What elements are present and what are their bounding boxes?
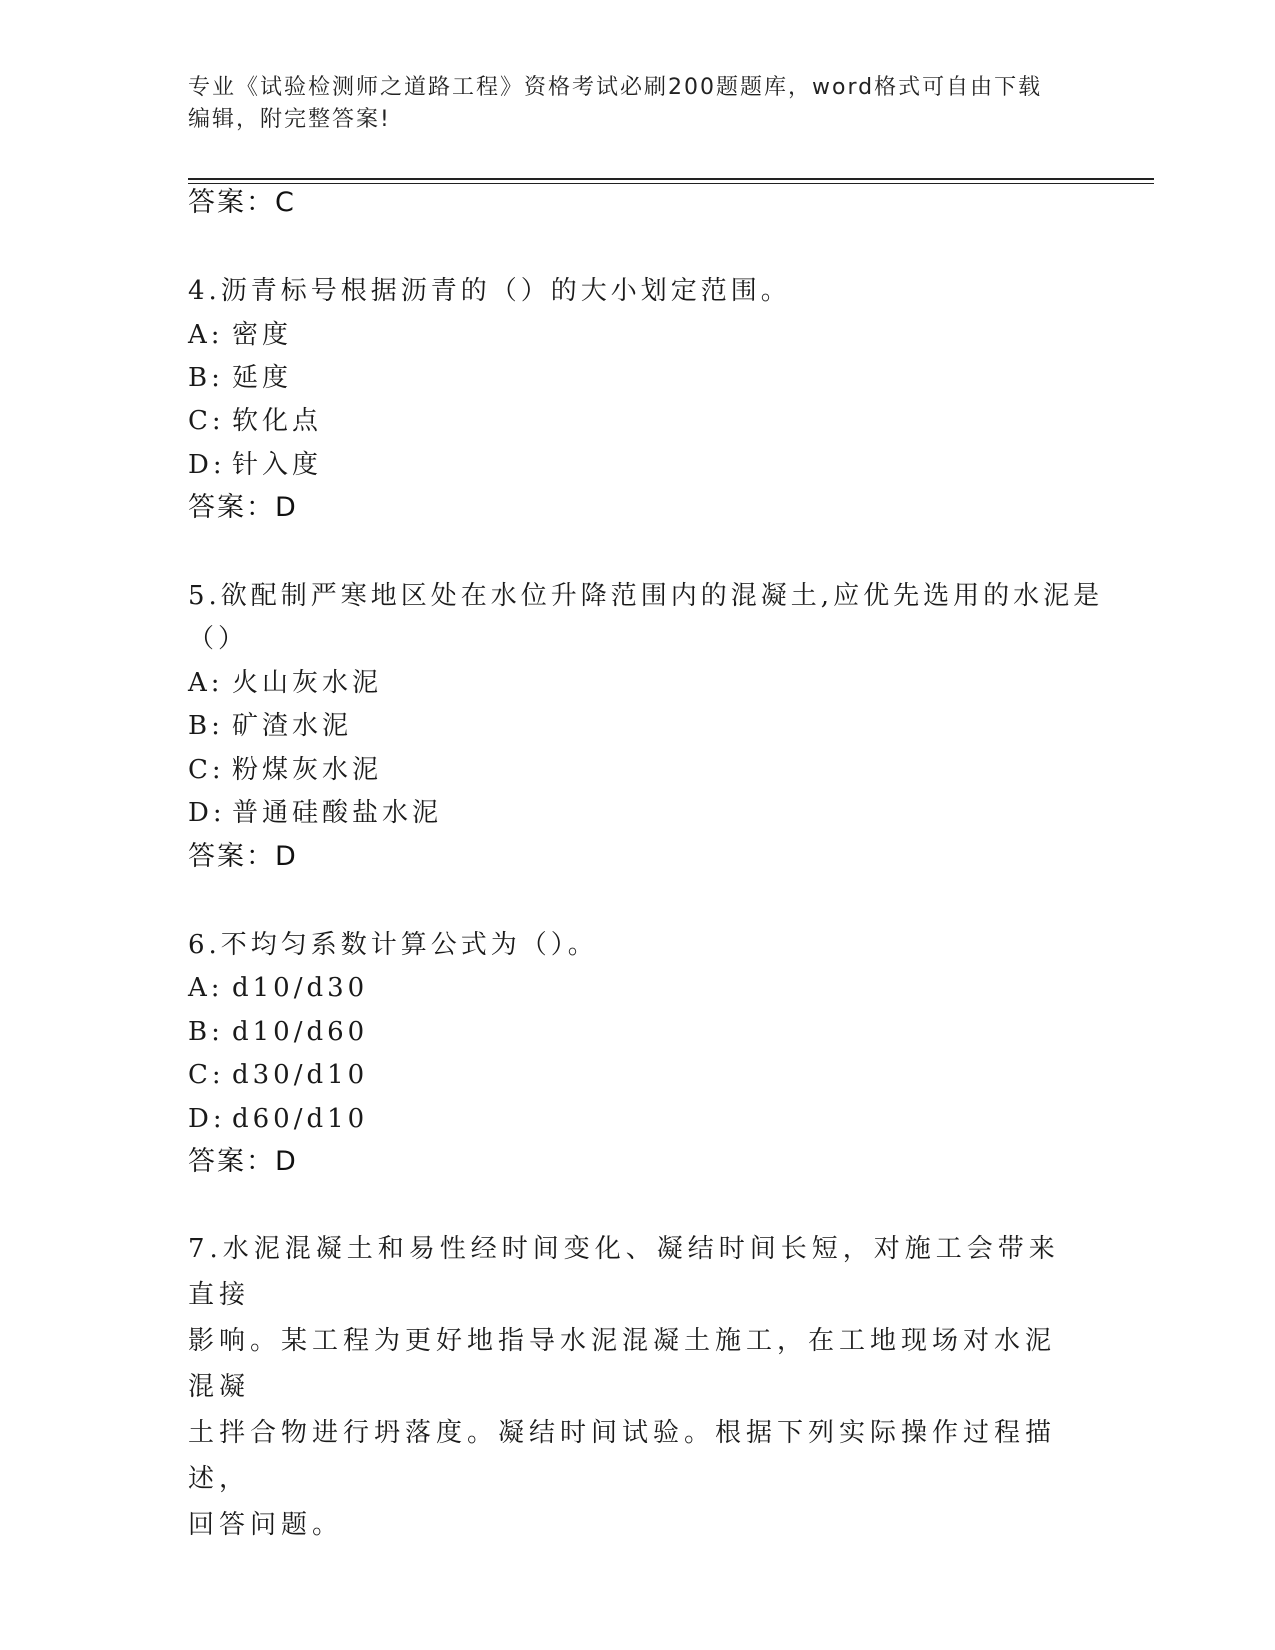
q4-option-c: C: 软化点	[188, 406, 323, 436]
q7-stem-line-2: 影响。某工程为更好地指导水泥混凝土施工，在工地现场对水泥混凝	[188, 1326, 1057, 1402]
q6-stem: 6.不均匀系数计算公式为（）。	[188, 930, 598, 960]
q6-option-c: C: d30/d10	[188, 1060, 369, 1090]
q7-stem-line-3: 土拌合物进行坍落度。凝结时间试验。根据下列实际操作过程描述，	[188, 1418, 1057, 1494]
q5-answer: 答案：D	[188, 841, 298, 872]
q4-stem: 4.沥青标号根据沥青的（）的大小划定范围。	[188, 276, 791, 306]
q5-option-a: A: 火山灰水泥	[188, 668, 383, 698]
header-divider-thick	[188, 178, 1154, 180]
header-line-2: 编辑，附完整答案!	[188, 107, 391, 132]
q5-stem-line-2: （）	[188, 624, 249, 654]
q5-option-d: D: 普通硅酸盐水泥	[188, 798, 443, 828]
q5-option-c: C: 粉煤灰水泥	[188, 755, 383, 785]
q4-option-b: B: 延度	[188, 363, 293, 393]
q6-answer: 答案：D	[188, 1146, 298, 1177]
document-header	[188, 72, 1068, 136]
q5-stem-line-1: 5.欲配制严寒地区处在水位升降范围内的混凝土,应优先选用的水泥是	[188, 581, 1104, 611]
q4-option-d: D: 针入度	[188, 450, 323, 480]
q5-option-b: B: 矿渣水泥	[188, 711, 353, 741]
q4-option-a: A: 密度	[188, 320, 293, 350]
q7-stem-line-4: 回答问题。	[188, 1510, 344, 1540]
q7-stem-line-1: 7.水泥混凝土和易性经时间变化、凝结时间长短，对施工会带来直接	[188, 1234, 1060, 1310]
q4-answer: 答案：D	[188, 492, 298, 523]
answer-previous: 答案：C	[188, 187, 296, 218]
q6-option-b: B: d10/d60	[188, 1017, 369, 1047]
header-divider-thin	[188, 183, 1154, 184]
q6-option-a: A: d10/d30	[188, 973, 369, 1003]
header-line-1: 专业《试验检测师之道路工程》资格考试必刷200题题库，word格式可自由下载	[188, 75, 1043, 100]
q7-stem	[188, 1226, 1068, 1548]
q6-option-d: D: d60/d10	[188, 1104, 369, 1134]
